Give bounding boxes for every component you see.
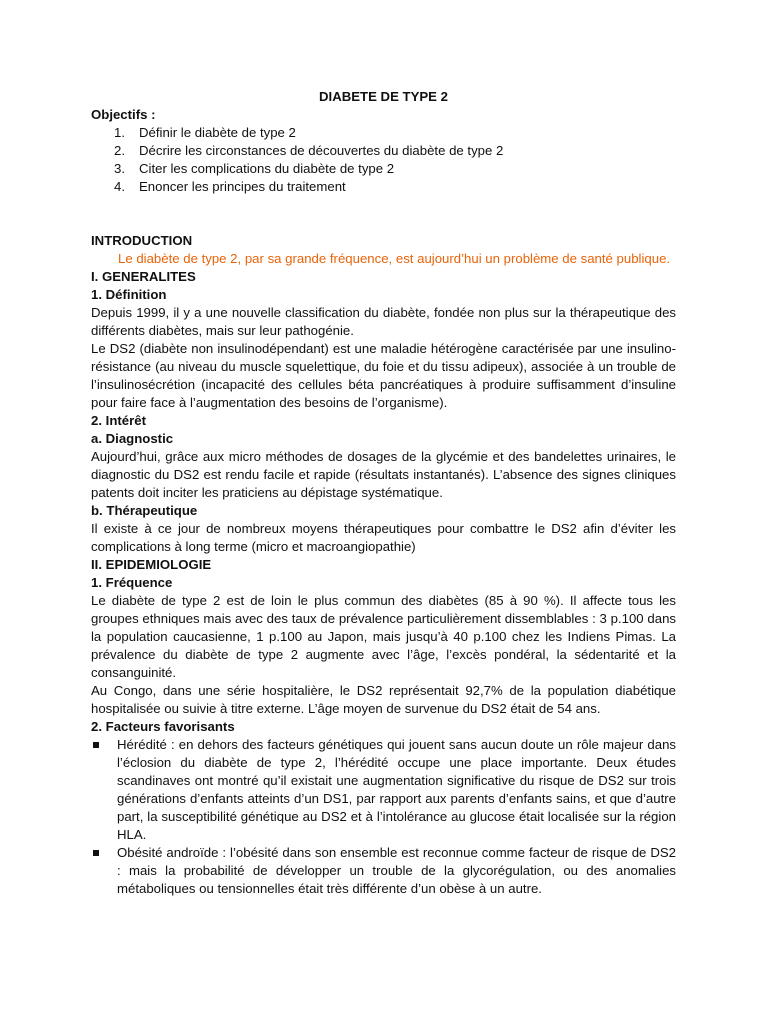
list-text: Enoncer les principes du traitement <box>139 179 346 194</box>
list-number: 1. <box>114 125 125 140</box>
therapeutique-heading: b. Thérapeutique <box>91 503 198 518</box>
generalites-heading: I. GENERALITES <box>91 269 196 284</box>
diagnostic-paragraph: Aujourd’hui, grâce aux micro méthodes de dosages de la glycémie et des bandelettes urinaires, le diagnostic du DS2 est rendu facile et rapide (résultats instantanés). L’absence des signes cliniques patents doit inciter les praticiens au dépistage systématique. <box>91 449 676 500</box>
objectifs-list <box>91 124 676 196</box>
facteurs-list <box>91 736 676 898</box>
list-item <box>91 844 676 898</box>
list-text: Hérédité : en dehors des facteurs génétiques qui jouent sans aucun doute un rôle majeur dans l’éclosion du diabète de type 2, l’hérédité occupe une place importante. Deux études scandinaves ont montré qu’il existait une augmentation significative du risque de DS2 sur trois générations d’enfants atteints d’un DS1, par rapport aux parents d’enfants sains, et que d’autre part, la susceptibilité génétique au DS2 et à l’intolérance au glucose était localisée sur la région HLA. <box>117 737 676 842</box>
list-number: 2. <box>114 143 125 158</box>
objectifs-heading: Objectifs : <box>91 107 156 122</box>
therapeutique-paragraph: Il existe à ce jour de nombreux moyens thérapeutiques pour combattre le DS2 afin d’éviter les complications à long terme (micro et macroangiopathie) <box>91 521 676 554</box>
list-item <box>91 178 676 196</box>
bullet-square-icon <box>93 850 99 856</box>
list-text: Définir le diabète de type 2 <box>139 125 296 140</box>
list-item <box>91 124 676 142</box>
list-item <box>91 160 676 178</box>
introduction-heading: INTRODUCTION <box>91 233 193 248</box>
frequence-heading: 1. Fréquence <box>91 575 173 590</box>
page-title: DIABETE DE TYPE 2 <box>319 89 448 104</box>
list-text: Obésité androïde : l’obésité dans son ensemble est reconnue comme facteur de risque de DS2 : mais la probabilité de développer un trouble de la glycorégulation, ou des anomalies métaboliques ou tensionnelles était très différente d’un obèse à un autre. <box>117 845 676 896</box>
epidemiologie-heading: II. EPIDEMIOLOGIE <box>91 557 212 572</box>
list-text: Citer les complications du diabète de type 2 <box>139 161 395 176</box>
definition-heading: 1. Définition <box>91 287 167 302</box>
diagnostic-heading: a. Diagnostic <box>91 431 174 446</box>
list-item <box>91 736 676 844</box>
frequence-paragraph-1: Le diabète de type 2 est de loin le plus commun des diabètes (85 à 90 %). Il affecte tous les groupes ethniques mais avec des taux de prévalence particulièrement dissemblables : 3 p.100 dans la population caucasienne, 1 p.100 au Japon, mais jusqu’à 40 p.100 chez les Indiens Pimas. La prévalence du diabète de type 2 augmente avec l’âge, l’excès pondéral, la sédentarité et la consanguinité. <box>91 593 676 680</box>
frequence-paragraph-2: Au Congo, dans une série hospitalière, le DS2 représentait 92,7% de la population diabétique hospitalisée ou suivie à titre externe. L’âge moyen de survenue du DS2 était de 54 ans. <box>91 683 676 716</box>
list-text: Décrire les circonstances de découvertes du diabète de type 2 <box>139 143 504 158</box>
introduction-text: Le diabète de type 2, par sa grande fréquence, est aujourd’hui un problème de santé publique. <box>118 251 671 266</box>
list-item <box>91 142 676 160</box>
document-body <box>91 88 676 898</box>
interet-heading: 2. Intérêt <box>91 413 146 428</box>
list-number: 4. <box>114 179 125 194</box>
spacer <box>91 196 676 232</box>
definition-paragraph-2: Le DS2 (diabète non insulinodépendant) est une maladie hétérogène caractérisée par une insulino-résistance (au niveau du muscle squelettique, du foie et du tissu adipeux), associée à un trouble de l’insulinosécrétion (incapacité des cellules béta pancréatiques à produire suffisamment d’insuline pour faire face à l’augmentation des besoins de l’organisme). <box>91 341 676 410</box>
definition-paragraph-1: Depuis 1999, il y a une nouvelle classification du diabète, fondée non plus sur la thérapeutique des différents diabètes, mais sur leur pathogénie. <box>91 305 676 338</box>
list-number: 3. <box>114 161 125 176</box>
facteurs-heading: 2. Facteurs favorisants <box>91 719 235 734</box>
bullet-square-icon <box>93 742 99 748</box>
